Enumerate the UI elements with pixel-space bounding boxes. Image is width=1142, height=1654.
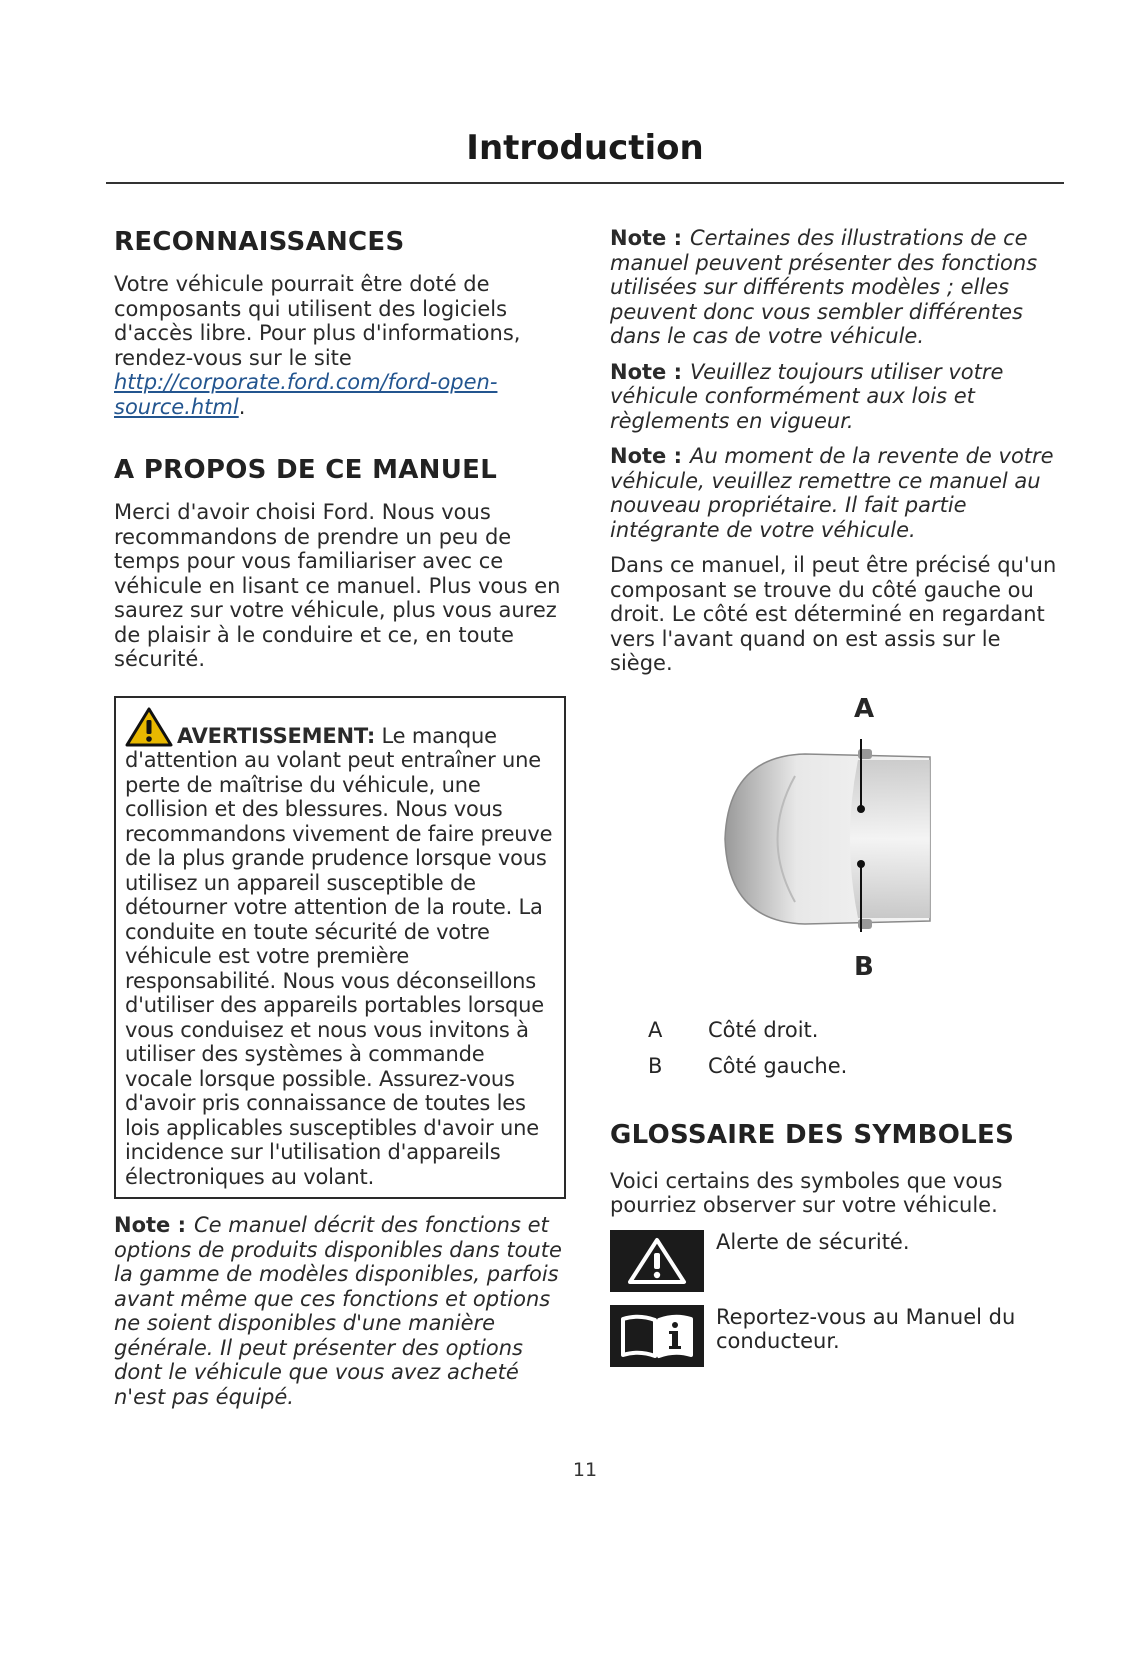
- warning-box: [114, 696, 566, 1200]
- acknowledgements-text: Votre véhicule pourrait être doté de composants qui utilisent des logiciels d'accès libre. Pour plus d'informations, rendez-vous sur le site http://corporate.ford.com/ford-open-source.html.: [114, 272, 521, 419]
- page-number: 11: [572, 1459, 598, 1481]
- right-column: [610, 226, 1064, 1367]
- owner-manual-icon: [610, 1305, 704, 1367]
- legend-row: A Côté droit.: [648, 1017, 819, 1042]
- legend-row: B Côté gauche.: [648, 1053, 848, 1078]
- vehicle-sides-figure: [610, 694, 1064, 984]
- about-manual-text: Merci d'avoir choisi Ford. Nous vous recommandons de prendre un peu de temps pour vous familiariser avec ce véhicule en lisant ce manuel. Plus vous en saurez sur votre véhicule, plus vous aurez de plaisir à le conduire et ce, en toute sécurité.: [114, 500, 561, 671]
- warning-text: Le manque d'attention au volant peut entraîner une perte de maîtrise du véhicule, une collision et des blessures. Nous vous recommandons vivement de faire preuve de la plus grande prudence lorsque vous utilisez un appareil susceptible de détourner votre attention de la route. La conduite en toute sécurité de votre véhicule est votre première responsabilité. Nous vous déconseillons d'utiliser des appareils portables lorsque vous conduisez et nous vous invitons à utiliser des systèmes à commande vocale lorsque possible. Assurez-vous d'avoir pris connaissance de toutes les lois applicables susceptibles d'avoir une incidence sur l'utilisation d'appareils électroniques au volant.: [125, 723, 553, 1189]
- symbol-label: Alerte de sécurité.: [716, 1229, 910, 1254]
- figure-legend: [610, 1012, 1064, 1084]
- safety-alert-icon: [610, 1230, 704, 1292]
- figure-label-a: A: [854, 693, 875, 724]
- note-left: Note : Ce manuel décrit des fonctions et options de produits disponibles dans toute la gamme de modèles disponibles, parfois avant même que ces fonctions et options ne soient disponibles d'une manière générale. Il peut présenter des options dont le véhicule que vous avez acheté n'est pas équipé.: [114, 1213, 562, 1409]
- side-definition-text: Dans ce manuel, il peut être précisé qu'un composant se trouve du côté gauche ou droit. Le côté est déterminé en regardant vers l'avant quand on est assis sur le siège.: [610, 553, 1057, 675]
- warning-title: AVERTISSEMENT:: [177, 723, 376, 748]
- symbol-row-safety: [610, 1230, 1064, 1292]
- page-title: Introduction: [466, 128, 704, 168]
- title-divider: [106, 182, 1064, 184]
- open-source-link[interactable]: http://corporate.ford.com/ford-open-source.html: [114, 370, 498, 419]
- acknowledgements-heading: RECONNAISSANCES: [114, 227, 405, 257]
- symbol-label: Reportez-vous au Manuel du conducteur.: [716, 1304, 1016, 1353]
- about-manual-heading: A PROPOS DE CE MANUEL: [114, 455, 498, 485]
- figure-label-b: B: [854, 951, 874, 982]
- glossary-heading: GLOSSAIRE DES SYMBOLES: [610, 1119, 1015, 1150]
- left-column: [114, 225, 566, 1409]
- warning-triangle-icon: [125, 707, 173, 747]
- symbol-row-manual: [610, 1305, 1064, 1367]
- note-resale: Note : Au moment de la revente de votre véhicule, veuillez remettre ce manuel au nouveau propriétaire. Il fait partie intégrante de votre véhicule.: [610, 444, 1054, 542]
- note-laws: Note : Veuillez toujours utiliser votre véhicule conformément aux lois et règlements en vigueur.: [610, 359, 1004, 433]
- glossary-text: Voici certains des symboles que vous pourriez observer sur votre véhicule.: [610, 1168, 1003, 1217]
- note-illustrations: Note : Certaines des illustrations de ce manuel peuvent présenter des fonctions utilisées sur différents modèles ; elles peuvent donc vous sembler différentes dans le cas de votre véhicule.: [610, 226, 1038, 348]
